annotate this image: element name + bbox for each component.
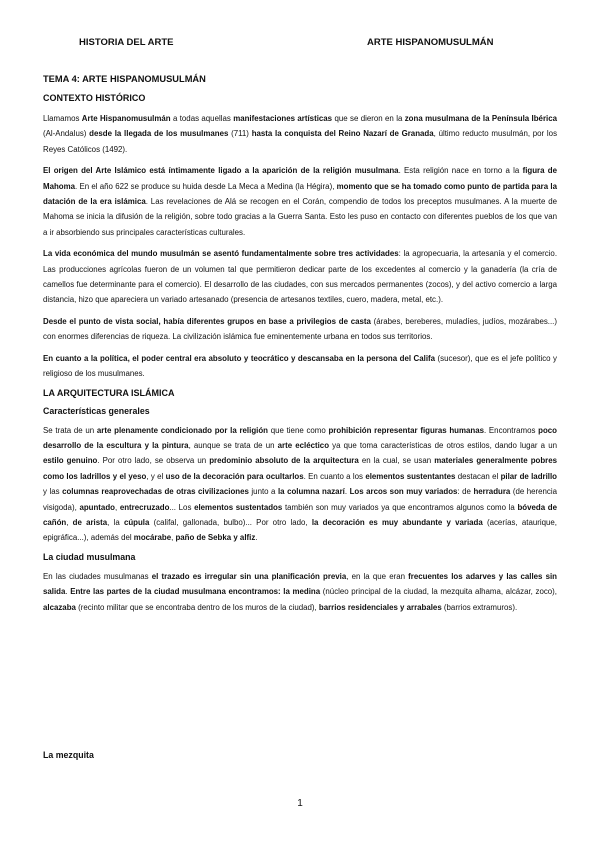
- emphasis-text: hasta la conquista del Reino Nazarí de Granada: [251, 129, 434, 139]
- emphasis-text: figura de Mahoma: [43, 166, 557, 191]
- page-number: 1: [297, 798, 303, 809]
- emphasis-text: poco desarrollo de la escultura y la pintura: [43, 425, 557, 450]
- emphasis-text: entrecruzado: [119, 502, 170, 512]
- paragraph-politics: En cuanto a la política, el poder central era absoluto y teocrático y descansaba en la persona del Califa (sucesor), que es el jefe político y religioso de los musulmanes.: [43, 353, 557, 379]
- emphasis-text: Los arcos son muy variados: [349, 487, 458, 497]
- page-title: TEMA 4: ARTE HISPANOMUSULMÁN: [43, 74, 206, 84]
- emphasis-text: La vida económica del mundo musulmán se asentó fundamentalmente sobre tres actividades: [43, 249, 399, 259]
- emphasis-text: uso de la decoración para ocultarlos: [165, 471, 304, 481]
- paragraph-origin: El origen del Arte Islámico está íntimamente ligado a la aparición de la religión musulmana. Esta religión nace en torno a la figura de Mahoma. En el año 622 se produce su huida desde La Meca a Medina (la Hégira), momento que se ha tomado como punto de partida para la datación de la era islámica. Las revelaciones de Alá se recogen en el Corán, compendio de todos los preceptos musulmanes. A la muerte de Mahoma se inicia la difusión de la religión, sobre todo gracias a la Guerra Santa. Esto les puso en contacto con diferentes pueblos de los que van a ir absorbiendo sus principales características culturales.: [43, 166, 557, 237]
- emphasis-text: frecuentes los adarves y las calles sin salida: [43, 571, 557, 597]
- emphasis-text: momento que se ha tomado como punto de partida para la datación de la era islámica: [43, 181, 557, 207]
- subheading-general: Características generales: [43, 405, 150, 416]
- emphasis-text: estilo genuino: [43, 456, 98, 466]
- emphasis-text: manifestaciones artísticas: [233, 114, 333, 123]
- emphasis-text: barrios residenciales y arrabales: [318, 602, 442, 612]
- emphasis-text: El origen del Arte Islámico está íntimamente ligado a la aparición de la religión musulmana: [43, 166, 399, 176]
- header-subject: HISTORIA DEL ARTE: [79, 37, 174, 48]
- emphasis-text: arte ecléctico: [277, 440, 330, 450]
- paragraph-society: Desde el punto de vista social, había diferentes grupos en base a privilegios de casta (árabes, bereberes, muladíes, judíos, mozárabes...) con enormes diferencias de riqueza. La civilización islámica fue eminentemente urbana en todos sus territorios.: [43, 316, 557, 342]
- header-topic: ARTE HISPANOMUSULMÁN: [367, 37, 494, 48]
- emphasis-text: apuntado: [79, 502, 115, 512]
- subheading-city: La ciudad musulmana: [43, 551, 136, 562]
- emphasis-text: Arte Hispanomusulmán: [81, 114, 171, 123]
- section-heading-architecture: LA ARQUITECTURA ISLÁMICA: [43, 387, 175, 398]
- emphasis-text: la columna nazarí: [277, 487, 345, 497]
- document-body: [43, 74, 557, 621]
- emphasis-text: Entre las partes de la ciudad musulmana encontramos: la medina: [70, 587, 321, 597]
- emphasis-text: cúpula: [123, 517, 150, 527]
- emphasis-text: pilar de ladrillo: [500, 471, 557, 481]
- emphasis-text: mocárabe: [133, 533, 172, 543]
- emphasis-text: columnas reaprovechadas de otras civilizaciones: [62, 487, 249, 497]
- emphasis-text: zona musulmana de la Península Ibérica: [404, 114, 557, 123]
- emphasis-text: paño de Sebka y alfiz: [175, 533, 256, 543]
- emphasis-text: predominio absoluto de la arquitectura: [209, 456, 359, 466]
- emphasis-text: elementos sustentados: [194, 502, 283, 512]
- emphasis-text: bóveda de cañón: [43, 502, 557, 527]
- emphasis-text: Desde el punto de vista social, había diferentes grupos en base a privilegios de casta: [43, 316, 371, 326]
- paragraph-city: En las ciudades musulmanas el trazado es irregular sin una planificación previa, en la que eran frecuentes los adarves y las calles sin salida. Entre las partes de la ciudad musulmana encontramos: la medina (núcleo principal de la ciudad, la mezquita alhama, alcázar, zoco), alcazaba (recinto militar que se encontraba dentro de los muros de la ciudad), barrios residenciales y arrabales (barrios extramuros).: [43, 571, 557, 612]
- emphasis-text: materiales generalmente pobres como los ladrillos y el yeso: [43, 456, 558, 481]
- emphasis-text: el trazado es irregular sin una planificación previa: [151, 571, 347, 581]
- paragraph-economy: La vida económica del mundo musulmán se asentó fundamentalmente sobre tres actividades: la agropecuaria, la artesanía y el comercio. Las producciones agrícolas fueron de un volumen tal que permitieron dedicar parte de los excedentes al comercio y la ganadería (la cría de camellos fue determinante para el comercio). El desarrollo de las ciudades, con sus mercados permanentes (zocos), y del activo comercio a larga distancia, hizo que apareciera un variado artesanado (presencia de artesanos textiles, cuero, madera, metal, etc.).: [43, 249, 558, 305]
- emphasis-text: arte plenamente condicionado por la religión: [96, 425, 268, 435]
- subheading-mosque: La mezquita: [43, 750, 94, 760]
- emphasis-text: alcazaba: [43, 602, 76, 612]
- emphasis-text: de arista: [72, 517, 108, 527]
- emphasis-text: elementos sustentantes: [365, 471, 456, 481]
- section-heading-context: CONTEXTO HISTÓRICO: [43, 93, 146, 103]
- emphasis-text: prohibición representar figuras humanas: [328, 425, 484, 435]
- emphasis-text: En cuanto a la política, el poder central era absoluto y teocrático y descansaba en la persona del Califa: [43, 353, 436, 363]
- emphasis-text: la decoración es muy abundante y variada: [311, 517, 483, 527]
- emphasis-text: herradura: [473, 487, 511, 497]
- paragraph-intro: Llamamos Arte Hispanomusulmán a todas aquellas manifestaciones artísticas que se dieron en la zona musulmana de la Península Ibérica (Al-Andalus) desde la llegada de los musulmanes (711) hasta la conquista del Reino Nazarí de Granada, último reducto musulmán, por los Reyes Católicos (1492).: [43, 114, 558, 154]
- emphasis-text: desde la llegada de los musulmanes: [89, 129, 229, 139]
- paragraph-characteristics: Se trata de un arte plenamente condicionado por la religión que tiene como prohibición representar figuras humanas. Encontramos poco desarrollo de la escultura y la pintura, aunque se trata de un arte ecléctico ya que toma características de otros estilos, dando lugar a un estilo genuino. Por otro lado, se observa un predominio absoluto de la arquitectura en la cual, se usan materiales generalmente pobres como los ladrillos y el yeso, y el uso de la decoración para ocultarlos. En cuanto a los elementos sustentantes destacan el pilar de ladrillo y las columnas reaprovechadas de otras civilizaciones junto a la columna nazarí. Los arcos son muy variados: de herradura (de herencia visigoda), apuntado, entrecruzado... Los elementos sustentados también son muy variados ya que encontramos algunos como la bóveda de cañón, de arista, la cúpula (califal, gallonada, bulbo)... Por otro lado, la decoración es muy abundante y variada (acerías, ataurique, epigráfica...), además del mocárabe, paño de Sebka y alfiz.: [43, 425, 558, 543]
